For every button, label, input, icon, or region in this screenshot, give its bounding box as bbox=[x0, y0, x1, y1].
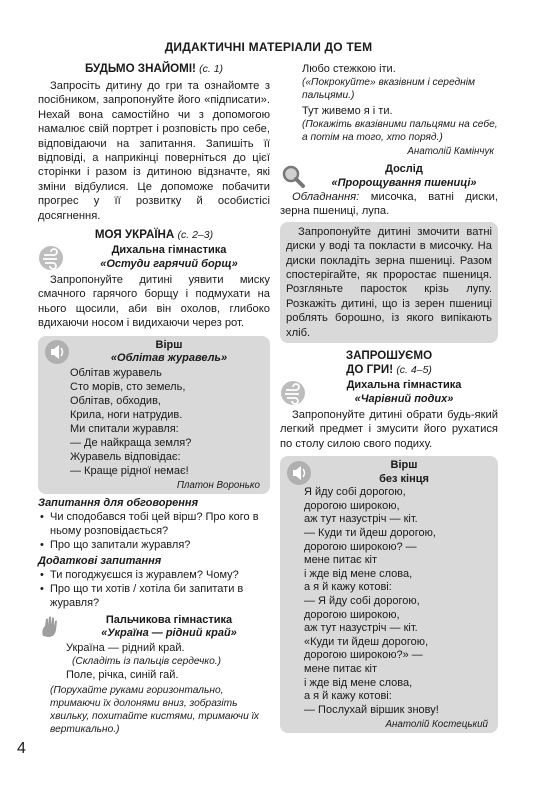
subsection-label: Дослід bbox=[385, 163, 423, 175]
verse-line: Любо стежкою іти. bbox=[302, 63, 396, 75]
section-title-text: МОЯ УКРАЇНА bbox=[94, 228, 175, 242]
experiment-box bbox=[280, 222, 498, 343]
instruction-note: (Покажіть вказівними пальцями на себе, а потім на того, хто поряд.) bbox=[302, 119, 498, 143]
experiment-text: Запропонуйте дитині змочити ватні диски у воді та покласти в мисочку. На диски покладіть зерна пшениці. Разом спостерігайте, як проростає пшениця. Розгляньте паросток крізь лупу. Розкажіть дитині, що із зерен пшениці роблять борошно, із якого випікають хліб. bbox=[286, 225, 492, 339]
poem-box bbox=[38, 336, 270, 494]
equipment-text bbox=[280, 190, 498, 219]
subsection-label: Дихальна гімнастика bbox=[346, 379, 462, 392]
discussion-questions-list bbox=[38, 510, 270, 552]
poem-author: Анатолій Костецький bbox=[385, 719, 488, 731]
verse-line: Поле, річка, синій гай. bbox=[66, 668, 179, 681]
section-title-text: ДО ГРИ! bbox=[346, 363, 394, 377]
poem-line: — Послухай віршик знову! bbox=[304, 703, 439, 716]
poem-line: і жде від мене слова, bbox=[304, 676, 413, 689]
poem-line: Ми спитали журавля: bbox=[70, 422, 179, 435]
poem-author: Платон Воронько bbox=[176, 479, 260, 491]
finger-continuation bbox=[280, 62, 498, 144]
hand-icon bbox=[38, 614, 64, 640]
right-column bbox=[280, 62, 498, 733]
poem-line: Я йду собі дорогою, bbox=[304, 486, 406, 499]
poem-title bbox=[74, 339, 264, 366]
subsection-label: Дихальна гімнастика bbox=[111, 244, 227, 257]
poem-line: мене питає кіт bbox=[304, 554, 378, 567]
section-page-ref: (с. 4–5) bbox=[396, 364, 432, 377]
verse-line: Україна — рідний край. bbox=[66, 641, 185, 654]
breath-icon bbox=[38, 245, 64, 271]
subsection-name: «Чарівний подих» bbox=[354, 392, 454, 405]
poem2-box bbox=[280, 456, 498, 733]
poem-author: Анатолій Камінчук bbox=[407, 146, 494, 157]
page-number: 4 bbox=[17, 740, 26, 757]
poem-line: аж тут назустріч — кіт. bbox=[304, 622, 418, 635]
poem-line: Журавель відповідає: bbox=[70, 450, 181, 463]
section-title-text: БУДЬМО ЗНАЙОМІ! bbox=[84, 62, 196, 75]
subsection-name: «Україна — рідний край» bbox=[101, 627, 237, 640]
poem-line: — Краще рідної немає! bbox=[70, 464, 189, 477]
verse-line: Тут живемо я і ти. bbox=[302, 105, 393, 117]
magnifier-icon bbox=[280, 164, 306, 190]
poem-line: дорогою широкою, bbox=[304, 499, 400, 512]
finger-verses bbox=[38, 641, 270, 682]
poem2-title bbox=[316, 459, 492, 486]
list-item: • Ти погоджуєшся із журавлем? Чому? bbox=[50, 568, 270, 582]
breathing2-text: Запропонуйте дитині обрати будь-який легкий предмет і змусити його рухатися по столу силою свого подиху. bbox=[280, 409, 498, 450]
section-title-zaproshuyemo bbox=[280, 349, 498, 377]
poem-label: Вірш bbox=[390, 459, 418, 472]
discussion-questions-title: Запитання для обговорення bbox=[38, 496, 199, 509]
subsection-name: «Пророщування пшениці» bbox=[331, 176, 477, 189]
poem-line: — Куди ти йдеш дорогою, bbox=[304, 527, 436, 540]
instruction-note: (Порухайте руками горизонтально, тримаючи їх долонями вниз, зобразіть хвильку, похитайте кистями, тримаючи їх вертикально.) bbox=[50, 684, 259, 735]
poem-line: дорогою широкою, bbox=[304, 608, 400, 621]
section-title-ukraina bbox=[38, 228, 270, 242]
poem2-heading bbox=[286, 459, 492, 486]
breathing-text: Запропонуйте дитині уявити миску смачного гарячого борщу і подмухати на нього щосили, аби він охолов, глибоко вдихаючи носом і видихаючи через рот. bbox=[38, 274, 270, 330]
breath-icon bbox=[280, 380, 306, 406]
section-title-text: ЗАПРОШУЄМО bbox=[345, 349, 433, 363]
poem-name: «Облітав журавель» bbox=[110, 352, 228, 365]
poem-line: мене питає кіт bbox=[304, 663, 378, 675]
list-item: • Чи сподобався тобі цей вірш? Про кого в ньому розповідається? bbox=[50, 510, 270, 538]
poem-line: Облітав, обходив, bbox=[70, 394, 161, 407]
extra-questions-title: Додаткові запитання bbox=[38, 554, 162, 567]
subsection-label: Пальчикова гімнастика bbox=[105, 613, 233, 626]
poem-line: «Куди ти йдеш дорогою, bbox=[304, 635, 429, 648]
speaker-icon bbox=[286, 460, 312, 486]
poem-line: аж тут назустріч — кіт. bbox=[304, 513, 418, 526]
section-page-ref: (с. 2–3) bbox=[177, 229, 214, 242]
poem-name: без кінця bbox=[379, 472, 429, 485]
subsection-name: «Остуди гарячий борщ» bbox=[100, 257, 238, 270]
page-header: ДИДАКТИЧНІ МАТЕРІАЛИ ДО ТЕМ bbox=[164, 40, 373, 54]
poem-line: а я й кажу котові: bbox=[304, 690, 392, 703]
poem-line: — Я йду собі дорогою, bbox=[304, 595, 420, 608]
speaker-icon bbox=[44, 339, 70, 365]
list-item: • Про що ти хотів / хотіла би запитати в журавля? bbox=[50, 582, 270, 610]
section-title-znayomi bbox=[38, 62, 270, 76]
breathing2-heading bbox=[280, 379, 498, 406]
instruction-note: («Покрокуйте» вказівним і середнім пальцями.) bbox=[302, 77, 475, 101]
finger-title bbox=[68, 614, 270, 641]
equipment-label: Обладнання: bbox=[292, 191, 360, 203]
instruction-note: (Складіть із пальців сердечко.) bbox=[72, 655, 221, 667]
poem-line: — Де найкраща земля? bbox=[70, 436, 192, 449]
list-item: • Про що запитали журавля? bbox=[50, 538, 270, 552]
breathing-heading bbox=[38, 244, 270, 271]
poem-heading bbox=[44, 339, 264, 366]
equipment-list: мисочка, ватні диски, зерна пшениці, лупа. bbox=[280, 191, 498, 218]
poem-line: Сто морів, сто земель, bbox=[70, 380, 186, 393]
poem2-verses bbox=[286, 486, 492, 717]
poem-line: дорогою широкою? — bbox=[304, 540, 417, 553]
finger-heading bbox=[38, 614, 270, 641]
poem-verses bbox=[44, 366, 264, 478]
breathing-title bbox=[68, 244, 270, 271]
poem-line: Крила, ноги натрудив. bbox=[70, 408, 183, 421]
poem-line: Облітав журавель bbox=[70, 366, 162, 379]
experiment-heading bbox=[280, 163, 498, 190]
breathing2-title bbox=[310, 379, 498, 406]
extra-questions-list bbox=[38, 568, 270, 610]
poem-line: і жде від мене слова, bbox=[304, 567, 413, 580]
left-column bbox=[38, 62, 270, 736]
poem-line: а я й кажу котові: bbox=[304, 581, 392, 594]
poem-line: дорогою широкою?» — bbox=[304, 649, 423, 662]
section-page-ref: (с. 1) bbox=[199, 63, 224, 75]
experiment-title bbox=[310, 163, 498, 190]
poem-label: Вірш bbox=[155, 338, 183, 351]
intro-paragraph: Запросіть дитину до гри та ознайомте з посібником, запропонуйте його «підписати». Нехай вона самостійно чи з допомогою намалює свій портрет і розповість про себе, відповідаючи на запитання. Запишіть її відповіді, а наприкінці поверніться до цієї сторінки і разом із дитиною відзначте, які зміни відбулися. Це допоможе побачити прогрес у її розвитку й особистісі досягнення. bbox=[38, 80, 270, 222]
